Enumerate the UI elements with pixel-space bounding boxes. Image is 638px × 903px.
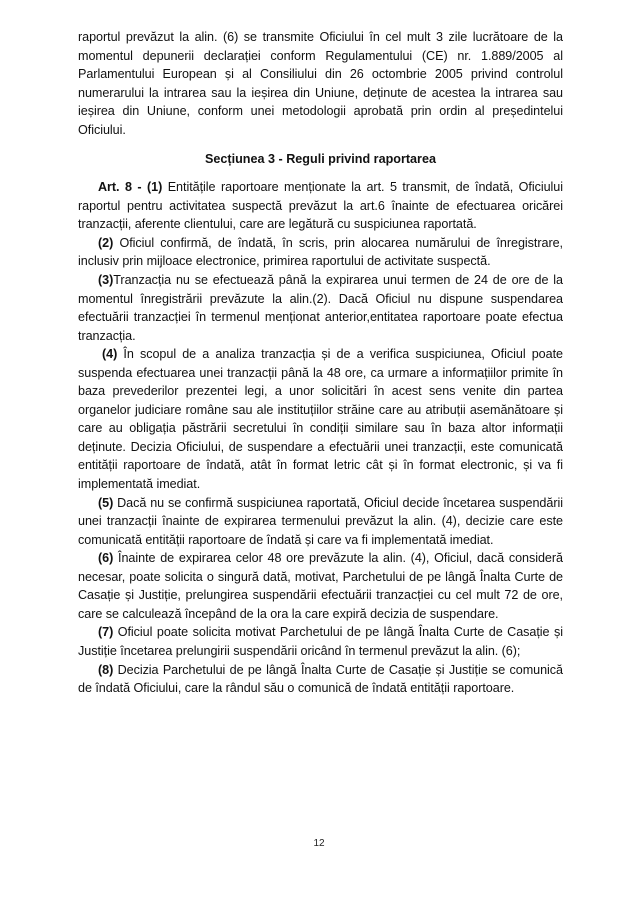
art8-paragraph-7-text: Oficiul poate solicita motivat Parchetului de pe lângă Înalta Curte de Casație și Justiție încetarea prelungirii suspendării oricând în termenul prevăzut la alin. (6);: [78, 625, 563, 658]
art8-paragraph-7: [78, 623, 563, 660]
paragraph-7-label: (7): [98, 625, 114, 640]
art8-paragraph-6: [78, 549, 563, 623]
art8-paragraph-6-text: Înainte de expirarea celor 48 ore prevăzute la alin. (4), Oficiul, dacă consideră necesar, poate solicita o singură dată, motivat, Parchetului de pe lângă Înalta Curte de Casație și Justiție, prelungirea suspendării efectuării tranzacției cu cel mult 72 de ore, care se calculează începând de la ora la care expiră decizia de suspendare.: [78, 551, 563, 621]
art8-paragraph-5-text: Dacă nu se confirmă suspiciunea raportată, Oficiul decide încetarea suspendării unei tranzacții înainte de expirarea termenului prevăzut la alin. (4), decizie care este comunicată entității raportoare de îndată și care va fi implementată imediat.: [78, 495, 563, 547]
paragraph-2-label: (2): [98, 235, 114, 250]
section-heading: Secțiunea 3 - Reguli privind raportarea: [205, 152, 436, 167]
paragraph-6-label: (6): [98, 551, 114, 566]
art8-paragraph-4-text: În scopul de a analiza tranzacția și de a verifica suspiciunea, Oficiul poate suspenda efectuarea unei tranzacții până la 48 ore, ca urmare a informațiilor primite în baza prevederilor prezentei legi, a unor solicitări în acest sens venite din partea organelor judiciare române sau ale instituțiilor străine care au atribuții asemănătoare și care au obligația păstrării secretului în condiții similare sau în baza altor informații deținute. Decizia Oficiului, de suspendare a efectuării unei tranzacții, este comunicată entității raportoare de îndată, atât în format letric cât și în format electronic, și va fi implementată imediat.: [78, 347, 563, 492]
art8-label: Art. 8 - (1): [98, 180, 163, 195]
art8-paragraph-5: [78, 494, 563, 550]
art8-paragraph-1-text: Entitățile raportoare menționate la art. 5 transmit, de îndată, Oficiului raportul pentru activitatea suspectă prevăzut la art.6 înainte de efectuarea oricărei tranzacții, aferente clientului, care are legătură cu suspiciunea raportată.: [78, 180, 563, 232]
paragraph-5-label: (5): [98, 495, 114, 510]
art8-paragraph-8-text: Decizia Parchetului de pe lângă Înalta Curte de Casație și Justiție se comunică de îndată Oficiului, care la rândul său o comunică de îndată entității raportoare.: [78, 662, 563, 696]
paragraph-8-label: (8): [98, 662, 114, 677]
page-body: [78, 28, 563, 698]
page-number: 12: [313, 838, 325, 849]
paragraph-3-label: (3): [98, 273, 114, 288]
art8-paragraph-2-text: Oficiul confirmă, de îndată, în scris, prin alocarea numărului de înregistrare, inclusiv prin mijloace electronice, primirea raportului de activitate suspectă.: [78, 235, 563, 269]
art8-paragraph-1: [78, 178, 563, 234]
art8-paragraph-2: [78, 234, 563, 271]
art8-paragraph-8: [78, 661, 563, 698]
art8-paragraph-3: [78, 271, 563, 345]
art8-paragraph-4: [78, 345, 563, 493]
art8-paragraph-3-text: Tranzacția nu se efectuează până la expirarea unui termen de 24 de ore de la momentul înregistrării prevăzute la alin.(2). Dacă Oficiul nu dispune suspendarea efectuării tranzacției în termenul menționat anterior,entitatea raportoare poate efectua tranzacția.: [78, 273, 563, 343]
paragraph-4-label: (4): [102, 347, 118, 362]
intro-paragraph: raportul prevăzut la alin. (6) se transmite Oficiului în cel mult 3 zile lucrătoare de la momentul depunerii declarației conform Regulamentului (CE) nr. 1.889/2005 al Parlamentului European și al Consiliului din 26 octombrie 2005 privind controlul numerarului la intrarea sau la ieșirea din Uniune, deținute de acestea la intrarea sau ieșirea din Uniune, conform unei metodologii aprobată prin ordin al președintelui Oficiului.: [78, 30, 563, 137]
